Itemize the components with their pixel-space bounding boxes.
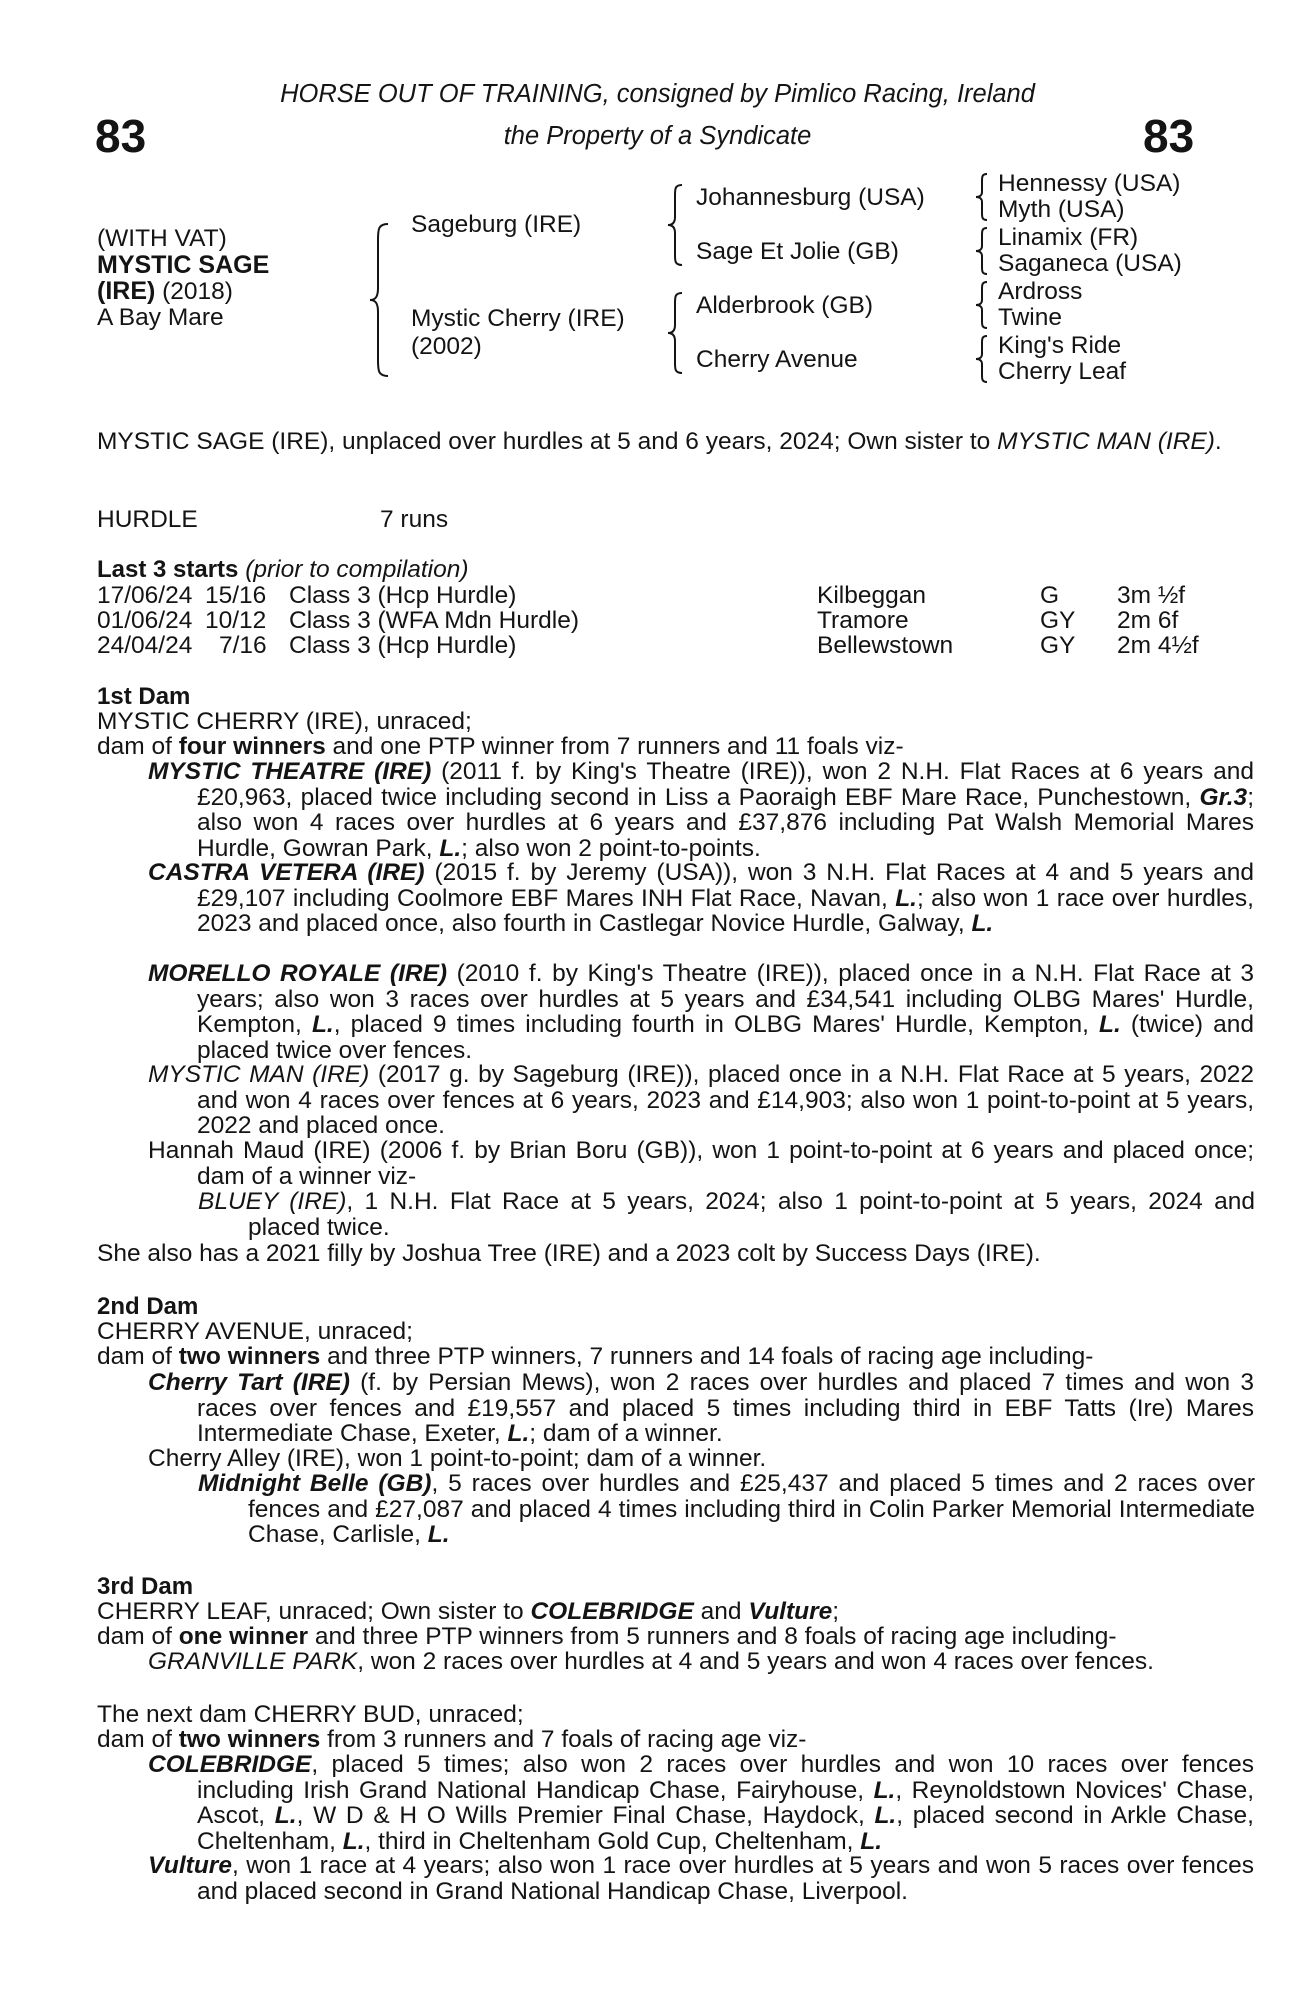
grade-label: Gr.3: [1199, 783, 1248, 811]
horse-description: A Bay Mare: [97, 304, 224, 331]
entry-name: Midnight Belle (GB): [198, 1470, 432, 1497]
listed-label: L.: [507, 1420, 530, 1447]
entry-text: , placed second in Arkle Chase, Cheltenham,: [197, 1802, 1254, 1855]
entry-name: CASTRA VETERA (IRE): [148, 859, 425, 886]
entry-text: ; also won 1 race over hurdles, 2023 and placed once, also fourth in Castlegar Novice Hurdle, Galway,: [197, 884, 1254, 937]
winners-count: four winners: [178, 733, 326, 760]
produce-entry-colebridge: [148, 1752, 1254, 1854]
text: ;: [832, 1598, 840, 1625]
first-dam-closing: She also has a 2021 filly by Joshua Tree (IRE) and a 2023 colt by Success Days (IRE).: [97, 1240, 1041, 1267]
start-distance: 3m ½f: [1117, 582, 1186, 609]
entry-text: , placed 5 times; also won 2 races over hurdles and won 10 races over fences including Irish Grand National Handicap Chase, Fairyhouse,: [197, 1751, 1254, 1804]
second-dam-name: CHERRY AVENUE, unraced;: [97, 1318, 413, 1345]
entry-name: MYSTIC THEATRE (IRE): [148, 758, 432, 785]
text: dam of: [97, 1623, 179, 1650]
listed-label: L.: [971, 910, 994, 937]
pedigree-dam-sire: Alderbrook (GB): [696, 292, 874, 319]
pedigree-brace-g1: [974, 172, 990, 222]
winners-count: one winner: [178, 1623, 309, 1650]
pedigree-dam: Mystic Cherry (IRE): [411, 305, 625, 332]
listed-label: L.: [873, 1776, 896, 1804]
text: CHERRY LEAF, unraced; Own sister to: [97, 1598, 531, 1625]
fourth-dam-produce: [97, 1727, 806, 1753]
listed-label: L.: [895, 884, 917, 912]
listed-label: L.: [342, 1827, 365, 1855]
second-dam-heading: 2nd Dam: [97, 1293, 199, 1320]
produce-entry-morello-royale: [148, 961, 1254, 1063]
pedigree-g5: Ardross: [998, 278, 1083, 305]
summary-text: MYSTIC SAGE (IRE), unplaced over hurdles at 5 and 6 years, 2024; Own sister to: [97, 428, 998, 455]
text: dam of: [97, 1726, 179, 1753]
start-position: 15/16: [205, 582, 267, 609]
summary-sister: MYSTIC MAN (IRE): [997, 428, 1215, 455]
entry-name: MORELLO ROYALE (IRE): [148, 960, 448, 987]
entry-text: , placed 9 times including fourth in OLBG Mares' Hurdle, Kempton,: [333, 1011, 1100, 1038]
listed-label: L.: [427, 1521, 450, 1548]
entry-text: Cherry Alley (IRE), won 1 point-to-point; dam of a winner.: [148, 1445, 767, 1472]
vat-label: (WITH VAT): [97, 225, 227, 252]
pedigree-g8: Cherry Leaf: [998, 358, 1127, 385]
pedigree-g6: Twine: [998, 304, 1063, 331]
horse-country-year: [97, 278, 233, 305]
pedigree-sire: Sageburg (IRE): [411, 211, 582, 238]
listed-label: L.: [274, 1802, 297, 1829]
last-starts-title: Last 3 starts: [97, 556, 239, 583]
listed-label: L.: [860, 1827, 883, 1855]
header-consignor: HORSE OUT OF TRAINING, consigned by Pimlico Racing, Ireland: [280, 80, 1035, 108]
start-distance: 2m 6f: [1117, 607, 1179, 634]
entry-text: , Reynoldstown Novices' Chase, Ascot,: [197, 1776, 1254, 1829]
text: and: [693, 1598, 749, 1625]
lot-number-left: 83: [95, 110, 147, 162]
record-runs: 7 runs: [380, 506, 449, 533]
summary-paragraph: [97, 429, 1255, 455]
pedigree-g1: Hennessy (USA): [998, 170, 1181, 197]
entry-text: Hannah Maud (IRE) (2006 f. by Brian Boru (GB)), won 1 point-to-point at 6 years and placed once; dam of a winner viz-: [148, 1137, 1254, 1190]
text: and three PTP winners, 7 runners and 14 foals of racing age including-: [320, 1343, 1094, 1370]
entry-name: Cherry Tart (IRE): [148, 1369, 350, 1396]
entry-text: , 1 N.H. Flat Race at 5 years, 2024; also 1 point-to-point at 5 years, 2024 and placed twice.: [248, 1188, 1255, 1241]
produce-entry-castra-vetera: [148, 860, 1254, 937]
start-race: Class 3 (WFA Mdn Hurdle): [289, 607, 579, 634]
pedigree-brace-g3: [974, 280, 990, 330]
entry-text: ; also won 2 point-to-points.: [461, 834, 761, 862]
text: dam of: [97, 1343, 179, 1370]
third-dam-produce: [97, 1624, 1117, 1650]
listed-label: L.: [311, 1011, 334, 1038]
entry-text: (twice) and placed twice over fences.: [197, 1011, 1254, 1064]
first-dam-produce: [97, 734, 904, 760]
second-dam-produce: [97, 1344, 1093, 1370]
sibling-name: COLEBRIDGE: [530, 1598, 694, 1625]
entry-text: (2011 f. by King's Theatre (IRE)), won 2 N.H. Flat Races at 6 years and £20,963, placed twice including second in Liss a Paoraigh EBF Mare Race, Punchestown,: [197, 758, 1254, 811]
produce-entry-cherry-alley: [148, 1446, 1254, 1472]
entry-text: , won 2 races over hurdles at 4 and 5 years and won 4 races over fences.: [357, 1648, 1154, 1675]
pedigree-brace-sire: [666, 183, 686, 267]
start-race: Class 3 (Hcp Hurdle): [289, 632, 517, 659]
start-going: GY: [1040, 607, 1076, 634]
last-starts-note: (prior to compilation): [238, 556, 469, 583]
start-date: 17/06/24: [97, 582, 193, 609]
horse-name: MYSTIC SAGE: [97, 251, 270, 279]
listed-label: L.: [1099, 1011, 1121, 1038]
start-course: Bellewstown: [817, 632, 954, 659]
pedigree-brace-dam: [666, 291, 686, 375]
winners-count: two winners: [178, 1726, 321, 1753]
produce-entry-granville-park: [148, 1649, 1254, 1675]
start-going: G: [1040, 582, 1060, 609]
record-type: HURDLE: [97, 506, 198, 533]
sibling-name: Vulture: [748, 1598, 833, 1625]
summary-end: .: [1214, 428, 1222, 455]
pedigree-g3: Linamix (FR): [998, 224, 1139, 251]
pedigree-g7: King's Ride: [998, 332, 1122, 359]
entry-name: MYSTIC MAN (IRE): [148, 1061, 370, 1088]
last-starts-heading: [97, 557, 469, 583]
horse-country: (IRE): [97, 277, 156, 305]
text: from 3 runners and 7 foals of racing age viz-: [320, 1726, 807, 1753]
start-course: Kilbeggan: [817, 582, 926, 609]
pedigree-dam-year: (2002): [411, 333, 482, 360]
third-dam-heading: 3rd Dam: [97, 1573, 194, 1600]
entry-text: (f. by Persian Mews), won 2 races over hurdles and placed 7 times and won 3 races over fences and £19,557 and placed 5 times including third in EBF Tatts (Ire) Mares Intermediate Chase, Exeter,: [197, 1369, 1254, 1447]
entry-name: GRANVILLE PARK: [148, 1648, 358, 1675]
start-distance: 2m 4½f: [1117, 632, 1199, 659]
pedigree-g4: Saganeca (USA): [998, 250, 1182, 277]
pedigree-sire-sire: Johannesburg (USA): [696, 184, 925, 211]
produce-entry-hannah-maud: [148, 1138, 1254, 1189]
produce-entry-cherry-tart: [148, 1370, 1254, 1447]
pedigree-brace-g2: [974, 226, 990, 276]
pedigree-brace-g4: [974, 334, 990, 384]
start-position: 7/16: [219, 632, 267, 659]
start-course: Tramore: [817, 607, 909, 634]
text: and one PTP winner from 7 runners and 11 foals viz-: [325, 733, 904, 760]
entry-text: ; also won 4 races over hurdles at 6 years and £37,876 including Pat Walsh Memorial Mares Hurdle, Gowran Park,: [197, 783, 1254, 862]
start-date: 24/04/24: [97, 632, 193, 659]
produce-entry-vulture: [148, 1853, 1254, 1904]
third-dam-name: [97, 1599, 839, 1625]
entry-name: Vulture: [148, 1852, 232, 1879]
entry-text: (2015 f. by Jeremy (USA)), won 3 N.H. Flat Races at 4 and 5 years and £29,107 including Coolmore EBF Mares INH Flat Race, Navan,: [197, 859, 1254, 912]
pedigree-dam-dam: Cherry Avenue: [696, 346, 858, 373]
start-position: 10/12: [205, 607, 267, 634]
pedigree-sire-dam: Sage Et Jolie (GB): [696, 238, 899, 265]
pedigree-g2: Myth (USA): [998, 196, 1125, 223]
fourth-dam-name: The next dam CHERRY BUD, unraced;: [97, 1701, 524, 1728]
pedigree-brace-main: [368, 222, 392, 378]
produce-entry-mystic-man: [148, 1062, 1254, 1139]
entry-text: (2017 g. by Sageburg (IRE)), placed once in a N.H. Flat Race at 5 years, 2022 and won 4 races over fences at 6 years, 2023 and £14,903; also won 1 point-to-point at 5 years, 2022 and placed once.: [197, 1061, 1254, 1139]
text: and three PTP winners from 5 runners and 8 foals of racing age including-: [308, 1623, 1117, 1650]
entry-text: (2010 f. by King's Theatre (IRE)), placed once in a N.H. Flat Race at 3 years; also won 3 races over hurdles at 5 years and £34,541 including OLBG Mares' Hurdle, Kempton,: [197, 960, 1254, 1038]
horse-year: (2018): [155, 278, 233, 305]
text: dam of: [97, 733, 179, 760]
entry-text: , 5 races over hurdles and £25,437 and placed 5 times and 2 races over fences and £27,087 and placed 4 times including third in Colin Parker Memorial Intermediate Chase, Carlisle,: [248, 1470, 1255, 1548]
entry-text: , won 1 race at 4 years; also won 1 race over hurdles at 5 years and won 5 races over fences and placed second in Grand National Handicap Chase, Liverpool.: [197, 1852, 1254, 1905]
produce-entry-bluey: [198, 1189, 1255, 1240]
entry-name: BLUEY (IRE): [198, 1188, 347, 1215]
listed-label: L.: [439, 834, 462, 862]
winners-count: two winners: [178, 1343, 321, 1370]
start-race: Class 3 (Hcp Hurdle): [289, 582, 517, 609]
produce-entry-mystic-theatre: [148, 759, 1254, 861]
start-going: GY: [1040, 632, 1076, 659]
first-dam-heading: 1st Dam: [97, 683, 191, 710]
first-dam-name: MYSTIC CHERRY (IRE), unraced;: [97, 708, 472, 735]
entry-text: , W D & H O Wills Premier Final Chase, Haydock,: [296, 1802, 875, 1829]
listed-label: L.: [874, 1802, 897, 1829]
entry-text: , third in Cheltenham Gold Cup, Cheltenham,: [364, 1827, 861, 1855]
entry-text: ; dam of a winner.: [529, 1420, 723, 1447]
produce-entry-midnight-belle: [198, 1471, 1255, 1548]
start-date: 01/06/24: [97, 607, 193, 634]
header-property: the Property of a Syndicate: [503, 122, 812, 150]
lot-number-right: 83: [1143, 110, 1195, 162]
entry-name: COLEBRIDGE: [148, 1751, 312, 1778]
